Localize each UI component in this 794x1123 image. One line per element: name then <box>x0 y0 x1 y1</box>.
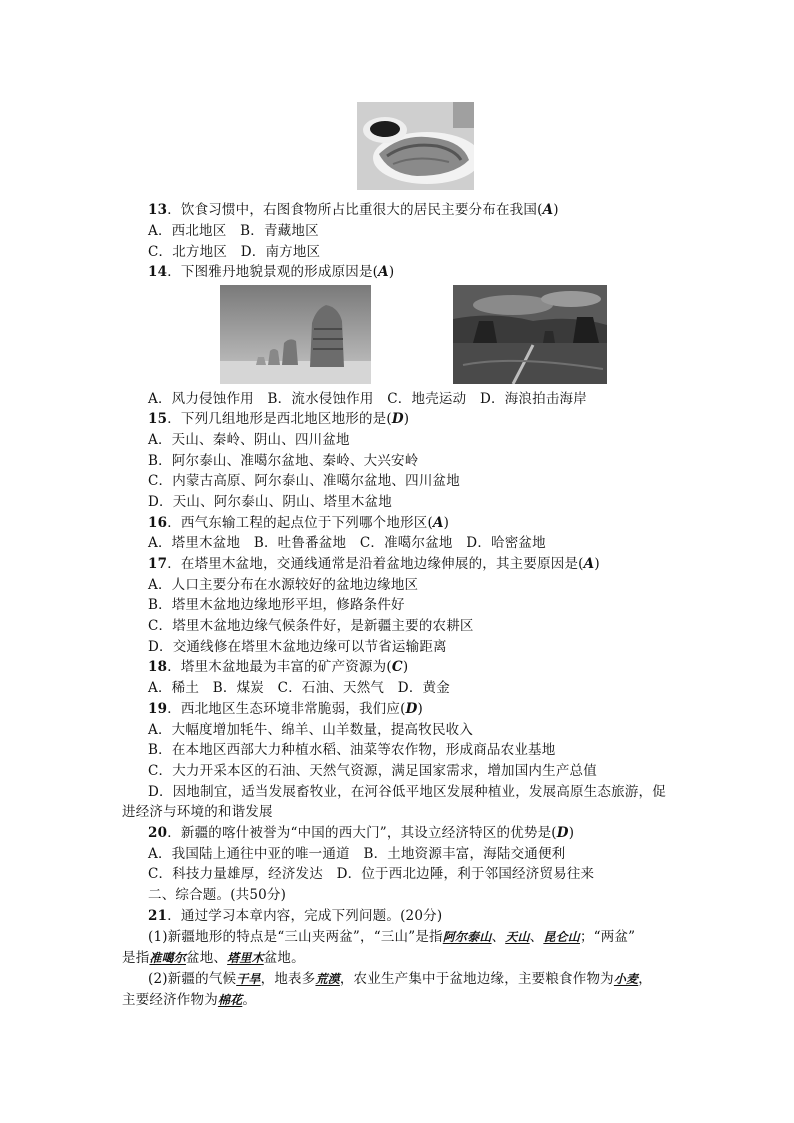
q21-stem: 21．通过学习本章内容，完成下列问题。(20分) <box>148 908 443 924</box>
answer-mark: D <box>405 701 418 717</box>
q17-stem: 17．在塔里木盆地，交通线通常是沿着盆地边缘伸展的，其主要原因是(A) <box>148 556 600 572</box>
answer-mark: A <box>378 264 389 280</box>
q14-stem: 14．下图雅丹地貌景观的形成原因是(A) <box>148 264 395 280</box>
q21-part1-line1: (1)新疆地形的特点是“三山夹两盆”，“三山”是指阿尔泰山、天山、昆仑山；“两盆” <box>148 929 636 945</box>
answer-mark: A <box>583 556 595 572</box>
yardang-photo-left <box>220 285 371 384</box>
question-number: 16 <box>148 515 168 531</box>
question-number: 17 <box>148 556 168 572</box>
q15-option-c: C．内蒙古高原、阿尔泰山、准噶尔盆地、四川盆地 <box>148 473 460 489</box>
q19-option-d-cont: 进经济与环境的和谐发展 <box>122 804 273 820</box>
q18-stem: 18．塔里木盆地最为丰富的矿产资源为(C) <box>148 659 409 675</box>
handwritten-answer: 荒漠 <box>315 972 340 986</box>
q17-option-b: B．塔里木盆地边缘地形平坦，修路条件好 <box>148 597 405 613</box>
q17-option-a: A．人口主要分布在水源较好的盆地边缘地区 <box>148 577 419 593</box>
q19-option-a: A．大幅度增加牦牛、绵羊、山羊数量，提高牧民收入 <box>148 722 474 738</box>
answer-mark: A <box>432 515 444 531</box>
q15-option-a: A．天山、秦岭、阴山、四川盆地 <box>148 432 350 448</box>
q17-option-d: D．交通线修在塔里木盆地边缘可以节省运输距离 <box>148 639 447 655</box>
q15-stem: 15．下列几组地形是西北地区地形的是(D) <box>148 411 410 427</box>
q19-option-c: C．大力开采本区的石油、天然气资源，满足国家需求，增加国内生产总值 <box>148 763 597 779</box>
question-number: 14 <box>148 264 168 280</box>
handwritten-answer: 昆仑山 <box>543 930 580 944</box>
section-heading: 二、综合题。(共50分) <box>148 887 287 903</box>
q16-options: A．塔里木盆地 B．吐鲁番盆地 C．准噶尔盆地 D．哈密盆地 <box>148 535 546 551</box>
yardang-photo-right <box>453 285 607 384</box>
answer-mark: D <box>391 411 404 427</box>
q13-options-cd: C．北方地区 D．南方地区 <box>148 244 321 260</box>
question-number: 15 <box>148 411 168 427</box>
handwritten-answer: 小麦 <box>613 972 639 986</box>
q19-option-d: D．因地制宜，适当发展畜牧业，在河谷低平地区发展种植业，发展高原生态旅游，促 <box>148 784 666 800</box>
q17-option-c: C．塔里木盆地边缘气候条件好，是新疆主要的农耕区 <box>148 618 474 634</box>
handwritten-answer: 天山 <box>505 930 530 944</box>
question-number: 19 <box>148 701 168 717</box>
question-number: 18 <box>148 659 168 675</box>
handwritten-answer: 塔里木 <box>227 951 264 965</box>
question-number: 21 <box>148 908 168 924</box>
q15-option-b: B．阿尔泰山、准噶尔盆地、秦岭、大兴安岭 <box>148 453 419 469</box>
q21-part2-line2: 主要经济作物为棉花。 <box>122 992 257 1008</box>
q13-stem: 13．饮食习惯中，右图食物所占比重很大的居民主要分布在我国(A) <box>148 202 559 218</box>
handwritten-answer: 准噶尔 <box>149 951 187 965</box>
handwritten-answer: 干旱 <box>236 972 261 986</box>
answer-mark: D <box>556 825 569 841</box>
food-photo <box>357 102 474 190</box>
q19-stem: 19．西北地区生态环境非常脆弱，我们应(D) <box>148 701 423 717</box>
q20-options-ab: A．我国陆上通往中亚的唯一通道 B．土地资源丰富，海陆交通便利 <box>148 846 566 862</box>
q21-part2-line1: (2)新疆的气候干旱，地表多荒漠，农业生产集中于盆地边缘，主要粮食作物为小麦， <box>148 971 652 987</box>
q21-part1-line2: 是指准噶尔盆地、塔里木盆地。 <box>122 950 305 966</box>
q18-options: A．稀土 B．煤炭 C．石油、天然气 D．黄金 <box>148 680 450 696</box>
q14-options: A．风力侵蚀作用 B．流水侵蚀作用 C．地壳运动 D．海浪拍击海岸 <box>148 391 587 407</box>
handwritten-answer: 棉花 <box>217 993 243 1007</box>
q19-option-b: B．在本地区西部大力种植水稻、油菜等农作物，形成商品农业基地 <box>148 742 556 758</box>
q15-option-d: D．天山、阿尔泰山、阴山、塔里木盆地 <box>148 494 392 510</box>
q16-stem: 16．西气东输工程的起点位于下列哪个地形区(A) <box>148 515 450 531</box>
q13-options-ab: A．西北地区 B．青藏地区 <box>148 223 319 239</box>
handwritten-answer: 阿尔泰山 <box>442 930 492 944</box>
q20-stem: 20．新疆的喀什被誉为“中国的西大门”，其设立经济特区的优势是(D) <box>148 825 575 841</box>
question-number: 13 <box>148 202 168 218</box>
question-number: 20 <box>148 825 168 841</box>
answer-mark: A <box>542 202 554 218</box>
q20-options-cd: C．科技力量雄厚，经济发达 D．位于西北边陲，利于邻国经济贸易往来 <box>148 866 595 882</box>
answer-mark: C <box>391 659 403 675</box>
